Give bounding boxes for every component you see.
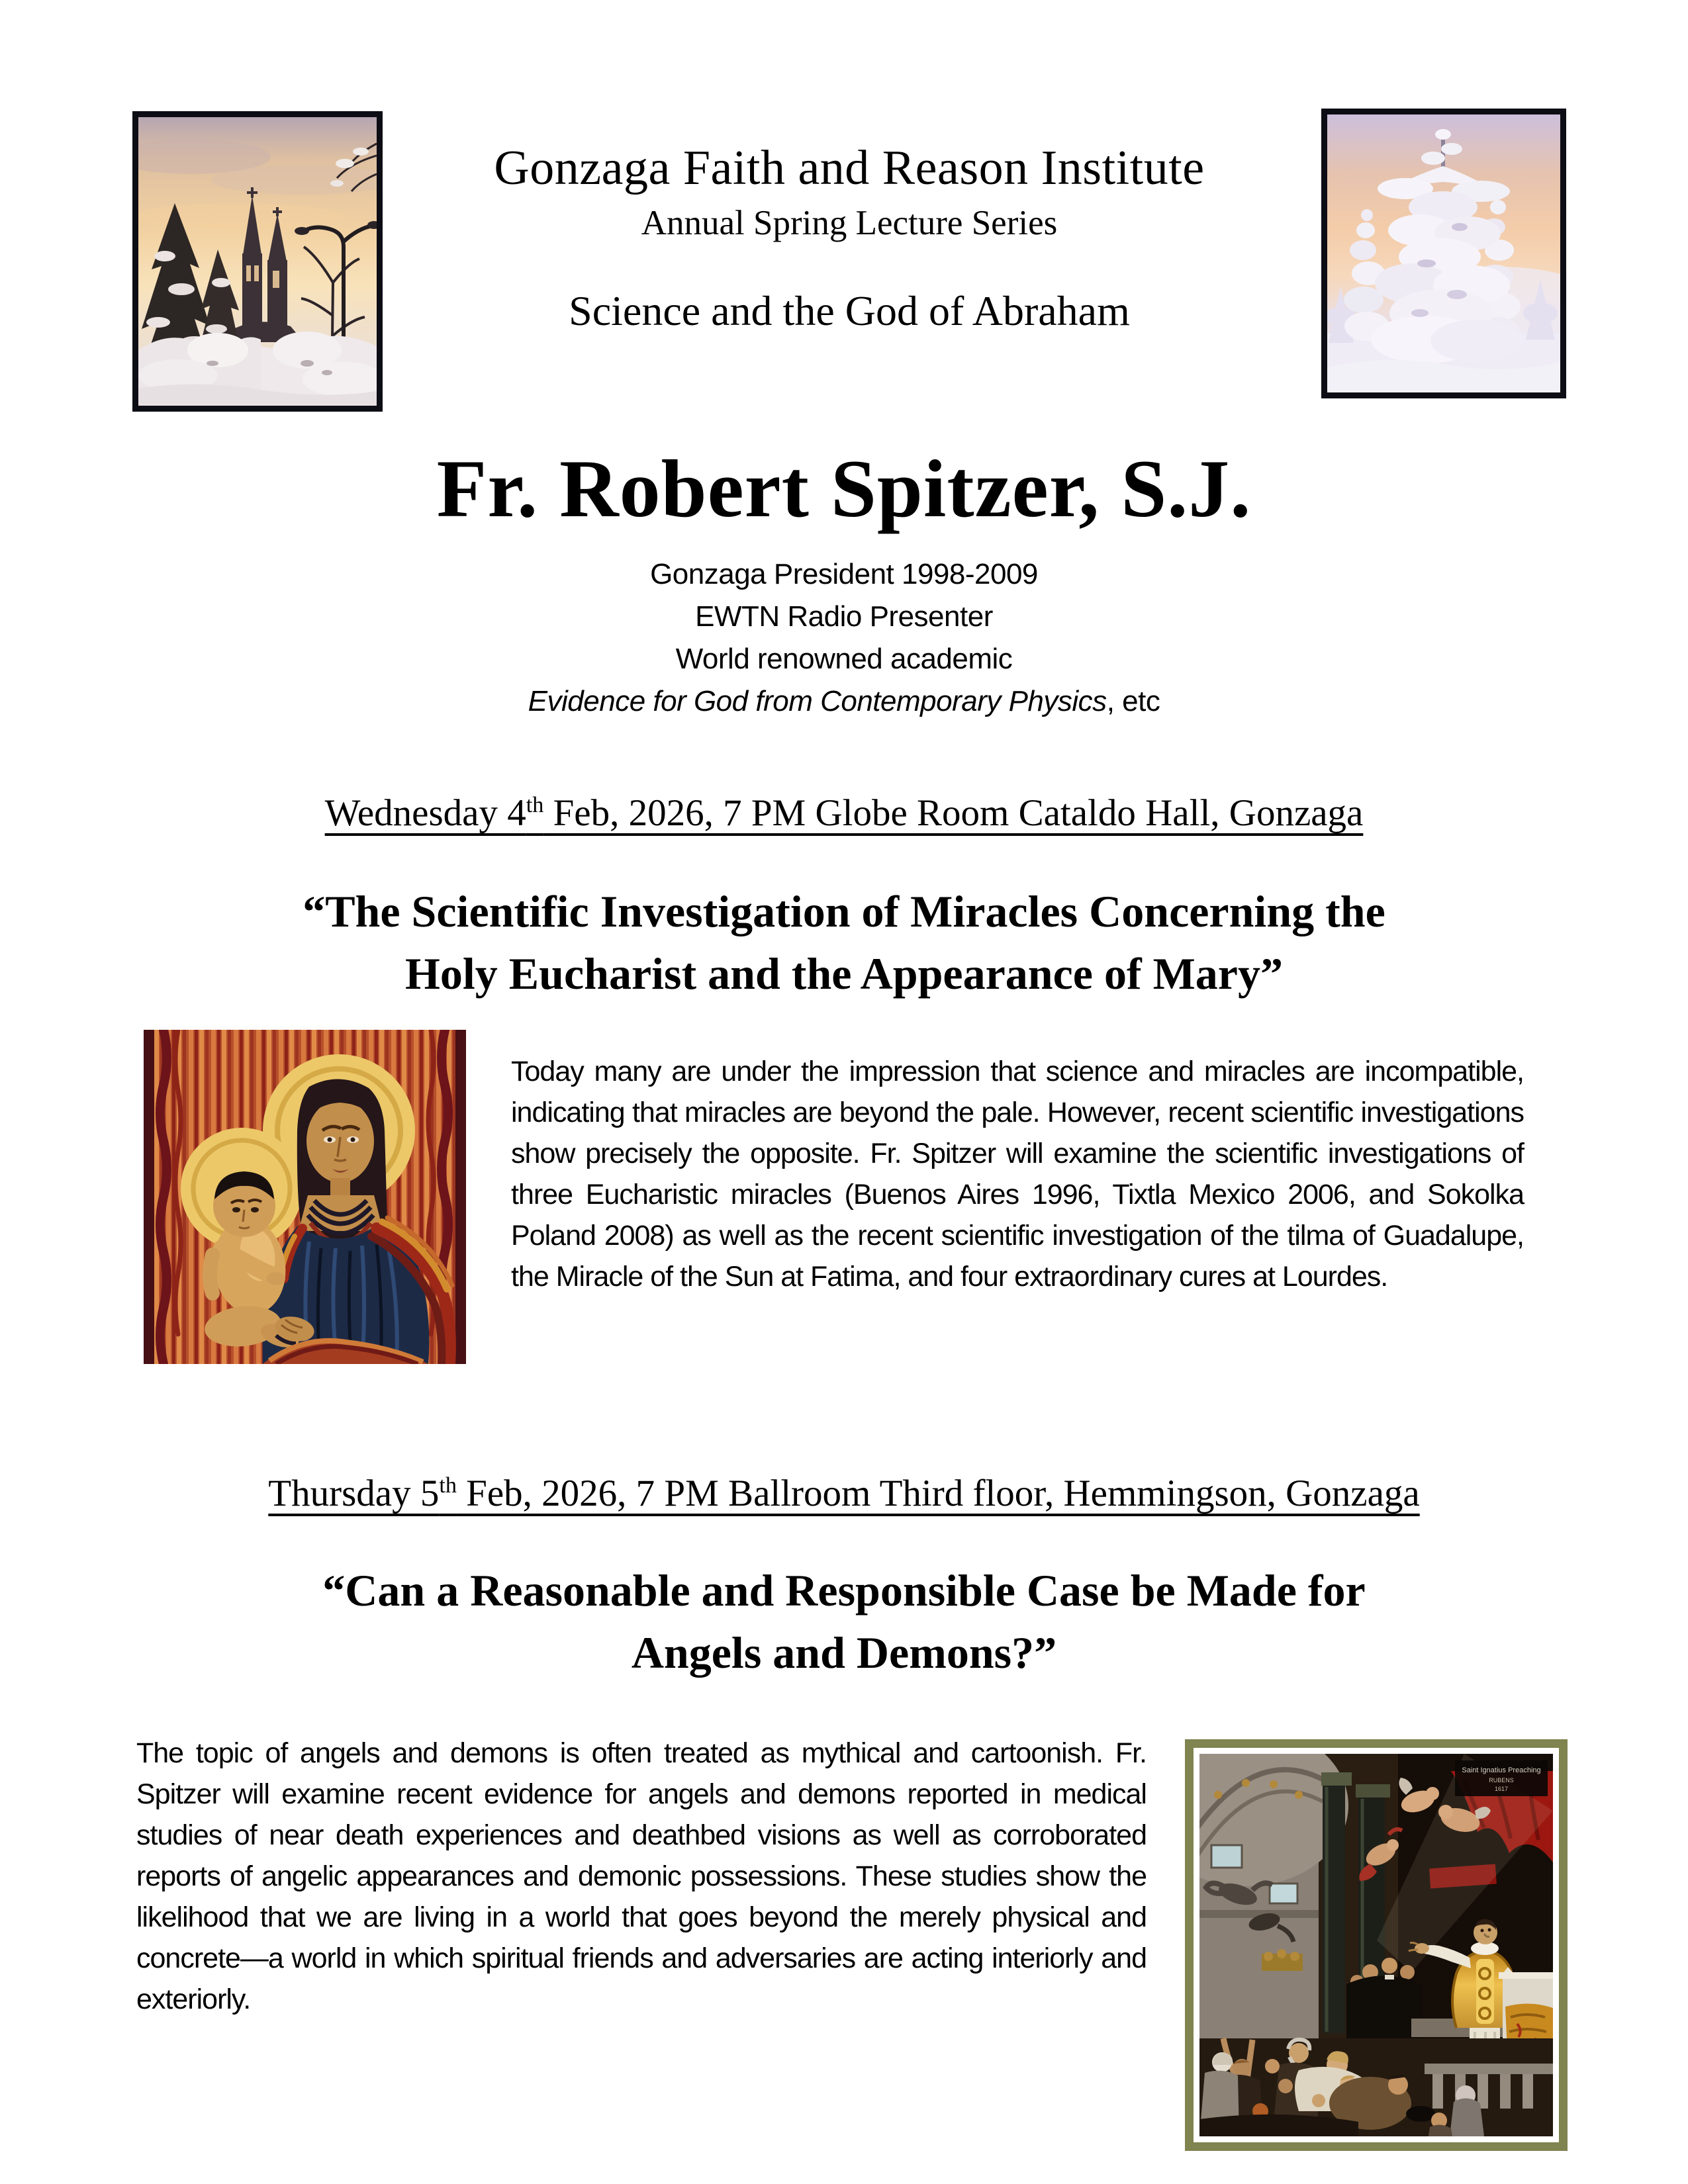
madonna-painting-art	[144, 1030, 466, 1364]
event2-title	[0, 1559, 1688, 1684]
madonna-and-child-painting	[144, 1030, 466, 1364]
credential-book-line	[0, 680, 1688, 723]
caption-artist: RUBENS	[1489, 1777, 1514, 1784]
credential-line: World renowned academic	[675, 643, 1013, 675]
book-title-suffix: , etc	[1106, 685, 1160, 717]
event1-date: Wednesday 4th Feb, 2026, 7 PM Globe Room Cataldo Hall, Gonzaga	[324, 792, 1364, 834]
event2-title-line1: “Can a Reasonable and Responsible Case be Made for	[322, 1565, 1366, 1615]
speaker-name: Fr. Robert Spitzer, S.J.	[436, 443, 1252, 534]
credential-line: EWTN Radio Presenter	[695, 600, 993, 633]
ignatius-painting-art	[1199, 1754, 1553, 2136]
header-block	[383, 140, 1316, 336]
institute-title: Gonzaga Faith and Reason Institute	[494, 141, 1205, 195]
event1-date-row	[0, 792, 1688, 835]
event2-title-line2: Angels and Demons?”	[631, 1627, 1057, 1678]
event1-title	[0, 880, 1688, 1005]
event1-description: Today many are under the impression that science and miracles are incompatible, indicating that miracles are beyond the pale. However, recent scientific investigations show precisely the opposite. Fr. Spitzer will examine the scientific investigations of three Eucharistic miracles (Buenos Aires 1996, Tixtla Mexico 2006, and Sokolka Poland 2008) as well as the recent scientific investigation of the tilma of Guadalupe, the Miracle of the Sun at Fatima, and four extraordinary cures at Lourdes.	[511, 1056, 1524, 1293]
event2-date-row	[0, 1472, 1688, 1515]
saint-ignatius-painting	[1185, 1739, 1568, 2151]
caption-year: 1617	[1494, 1786, 1509, 1792]
campus-winter-photo	[132, 111, 383, 412]
series-theme: Science and the God of Abraham	[569, 287, 1130, 334]
crowd-foreground	[1199, 2038, 1553, 2136]
campus-winter-photo-art	[138, 117, 377, 406]
book-title: Evidence for God from Contemporary Physics	[528, 685, 1107, 717]
event2-description: The topic of angels and demons is often treated as mythical and cartoonish. Fr. Spitzer will examine recent evidence for angels and demons reported in medical studies of near death experiences and deathbed visions as well as corroborated reports of angelic appearances and demonic possessions. These studies show the likelihood that we are living in a world that goes beyond the merely physical and concrete—a world in which spiritual friends and adversaries are acting interiorly and exteriorly.	[136, 1737, 1147, 2015]
snowy-trees-photo-art	[1327, 114, 1560, 392]
ordinal-suffix: th	[439, 1473, 457, 1498]
event1-title-line2: Holy Eucharist and the Appearance of Mary”	[405, 948, 1283, 999]
snowy-trees-photo	[1321, 109, 1566, 398]
ordinal-suffix: th	[526, 793, 544, 817]
series-subtitle: Annual Spring Lecture Series	[641, 204, 1058, 242]
painting-caption	[1455, 1760, 1548, 1796]
speaker-credentials	[0, 553, 1688, 723]
caption-title: Saint Ignatius Preaching	[1462, 1766, 1541, 1774]
event1-title-line1: “The Scientific Investigation of Miracles Concerning the	[303, 886, 1385, 936]
snow-foreground	[138, 332, 377, 406]
credential-line: Gonzaga President 1998-2009	[650, 558, 1038, 590]
event2-date: Thursday 5th Feb, 2026, 7 PM Ballroom Third floor, Hemmingson, Gonzaga	[268, 1473, 1420, 1514]
